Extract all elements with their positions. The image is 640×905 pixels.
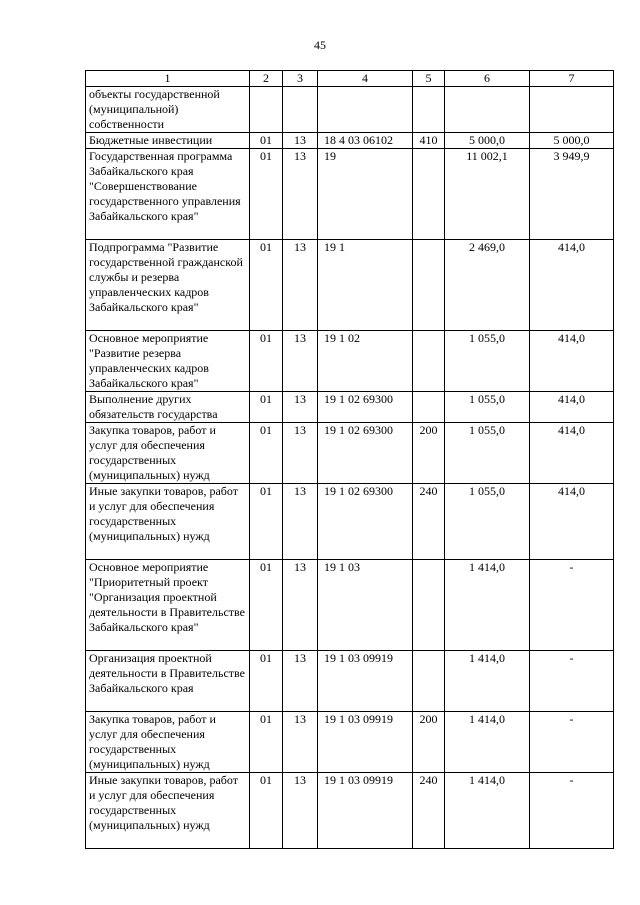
subsection-cell: 13 [283, 331, 318, 392]
subsection-cell: 13 [283, 773, 318, 849]
column-header: 7 [530, 71, 614, 87]
budget-table [85, 70, 614, 849]
target-article-cell: 18 4 03 06102 [318, 133, 413, 149]
subsection-cell: 13 [283, 651, 318, 712]
table-row [86, 560, 614, 651]
row-name-cell: Закупка товаров, работ и услуг для обеспечения государственных (муниципальных) нужд [86, 423, 250, 484]
amount-cell: 414,0 [530, 423, 614, 484]
amount-cell: - [530, 712, 614, 773]
section-cell: 01 [250, 133, 283, 149]
section-cell: 01 [250, 423, 283, 484]
amount-cell: - [530, 773, 614, 849]
expense-type-cell [413, 392, 445, 423]
target-article-cell: 19 1 03 [318, 560, 413, 651]
row-name-cell: Иные закупки товаров, работ и услуг для обеспечения государственных (муниципальных) нужд [86, 484, 250, 560]
amount-cell: - [530, 651, 614, 712]
expense-type-cell: 240 [413, 484, 445, 560]
row-name-cell: Закупка товаров, работ и услуг для обеспечения государственных (муниципальных) нужд [86, 712, 250, 773]
section-cell: 01 [250, 712, 283, 773]
target-article-cell: 19 1 03 09919 [318, 712, 413, 773]
amount-cell: 414,0 [530, 240, 614, 331]
section-cell: 01 [250, 560, 283, 651]
column-header: 2 [250, 71, 283, 87]
section-cell: 01 [250, 651, 283, 712]
subsection-cell: 13 [283, 240, 318, 331]
expense-type-cell [413, 331, 445, 392]
subsection-cell: 13 [283, 133, 318, 149]
amount-cell [530, 87, 614, 133]
amount-cell: 1 055,0 [445, 392, 530, 423]
expense-type-cell: 240 [413, 773, 445, 849]
table-row [86, 773, 614, 849]
subsection-cell: 13 [283, 149, 318, 240]
row-name-cell: Бюджетные инвестиции [86, 133, 250, 149]
row-name-cell: Иные закупки товаров, работ и услуг для обеспечения государственных (муниципальных) нужд [86, 773, 250, 849]
table-row [86, 87, 614, 133]
amount-cell: 1 055,0 [445, 423, 530, 484]
subsection-cell [283, 87, 318, 133]
subsection-cell: 13 [283, 484, 318, 560]
target-article-cell: 19 [318, 149, 413, 240]
table-header-row [86, 71, 614, 87]
amount-cell: 1 055,0 [445, 331, 530, 392]
target-article-cell: 19 1 [318, 240, 413, 331]
amount-cell: 414,0 [530, 331, 614, 392]
table-row [86, 651, 614, 712]
table-row [86, 331, 614, 392]
target-article-cell: 19 1 02 69300 [318, 423, 413, 484]
row-name-cell: Организация проектной деятельности в Правительстве Забайкальского края [86, 651, 250, 712]
amount-cell: 1 055,0 [445, 484, 530, 560]
section-cell: 01 [250, 392, 283, 423]
expense-type-cell [413, 240, 445, 331]
table-row [86, 712, 614, 773]
table-row [86, 484, 614, 560]
subsection-cell: 13 [283, 423, 318, 484]
column-header: 3 [283, 71, 318, 87]
row-name-cell: объекты государственной (муниципальной) собственности [86, 87, 250, 133]
table-row [86, 392, 614, 423]
row-name-cell: Основное мероприятие "Приоритетный проект "Организация проектной деятельности в Правительстве Забайкальского края" [86, 560, 250, 651]
subsection-cell: 13 [283, 712, 318, 773]
amount-cell: 5 000,0 [445, 133, 530, 149]
section-cell: 01 [250, 149, 283, 240]
target-article-cell [318, 87, 413, 133]
row-name-cell: Государственная программа Забайкальского края "Совершенствование государственного управления Забайкальского края" [86, 149, 250, 240]
row-name-cell: Подпрограмма "Развитие государственной гражданской службы и резерва управленческих кадров Забайкальского края" [86, 240, 250, 331]
column-header: 6 [445, 71, 530, 87]
target-article-cell: 19 1 02 69300 [318, 484, 413, 560]
row-name-cell: Выполнение других обязательств государства [86, 392, 250, 423]
expense-type-cell [413, 87, 445, 133]
amount-cell: 1 414,0 [445, 712, 530, 773]
subsection-cell: 13 [283, 560, 318, 651]
expense-type-cell: 410 [413, 133, 445, 149]
target-article-cell: 19 1 03 09919 [318, 773, 413, 849]
column-header: 4 [318, 71, 413, 87]
amount-cell: 1 414,0 [445, 560, 530, 651]
section-cell: 01 [250, 773, 283, 849]
expense-type-cell [413, 651, 445, 712]
row-name-cell: Основное мероприятие "Развитие резерва управленческих кадров Забайкальского края" [86, 331, 250, 392]
amount-cell [445, 87, 530, 133]
amount-cell: 11 002,1 [445, 149, 530, 240]
page-number: 45 [314, 38, 326, 52]
amount-cell: 5 000,0 [530, 133, 614, 149]
target-article-cell: 19 1 02 [318, 331, 413, 392]
expense-type-cell [413, 149, 445, 240]
column-header: 5 [413, 71, 445, 87]
amount-cell: 1 414,0 [445, 773, 530, 849]
amount-cell: 414,0 [530, 392, 614, 423]
section-cell: 01 [250, 484, 283, 560]
target-article-cell: 19 1 03 09919 [318, 651, 413, 712]
table-row [86, 133, 614, 149]
table-row [86, 149, 614, 240]
amount-cell: 414,0 [530, 484, 614, 560]
table-row [86, 240, 614, 331]
amount-cell: 1 414,0 [445, 651, 530, 712]
expense-type-cell: 200 [413, 712, 445, 773]
section-cell: 01 [250, 240, 283, 331]
table-row [86, 423, 614, 484]
expense-type-cell [413, 560, 445, 651]
section-cell [250, 87, 283, 133]
target-article-cell: 19 1 02 69300 [318, 392, 413, 423]
section-cell: 01 [250, 331, 283, 392]
subsection-cell: 13 [283, 392, 318, 423]
amount-cell: 3 949,9 [530, 149, 614, 240]
amount-cell: - [530, 560, 614, 651]
expense-type-cell: 200 [413, 423, 445, 484]
column-header: 1 [86, 71, 250, 87]
amount-cell: 2 469,0 [445, 240, 530, 331]
